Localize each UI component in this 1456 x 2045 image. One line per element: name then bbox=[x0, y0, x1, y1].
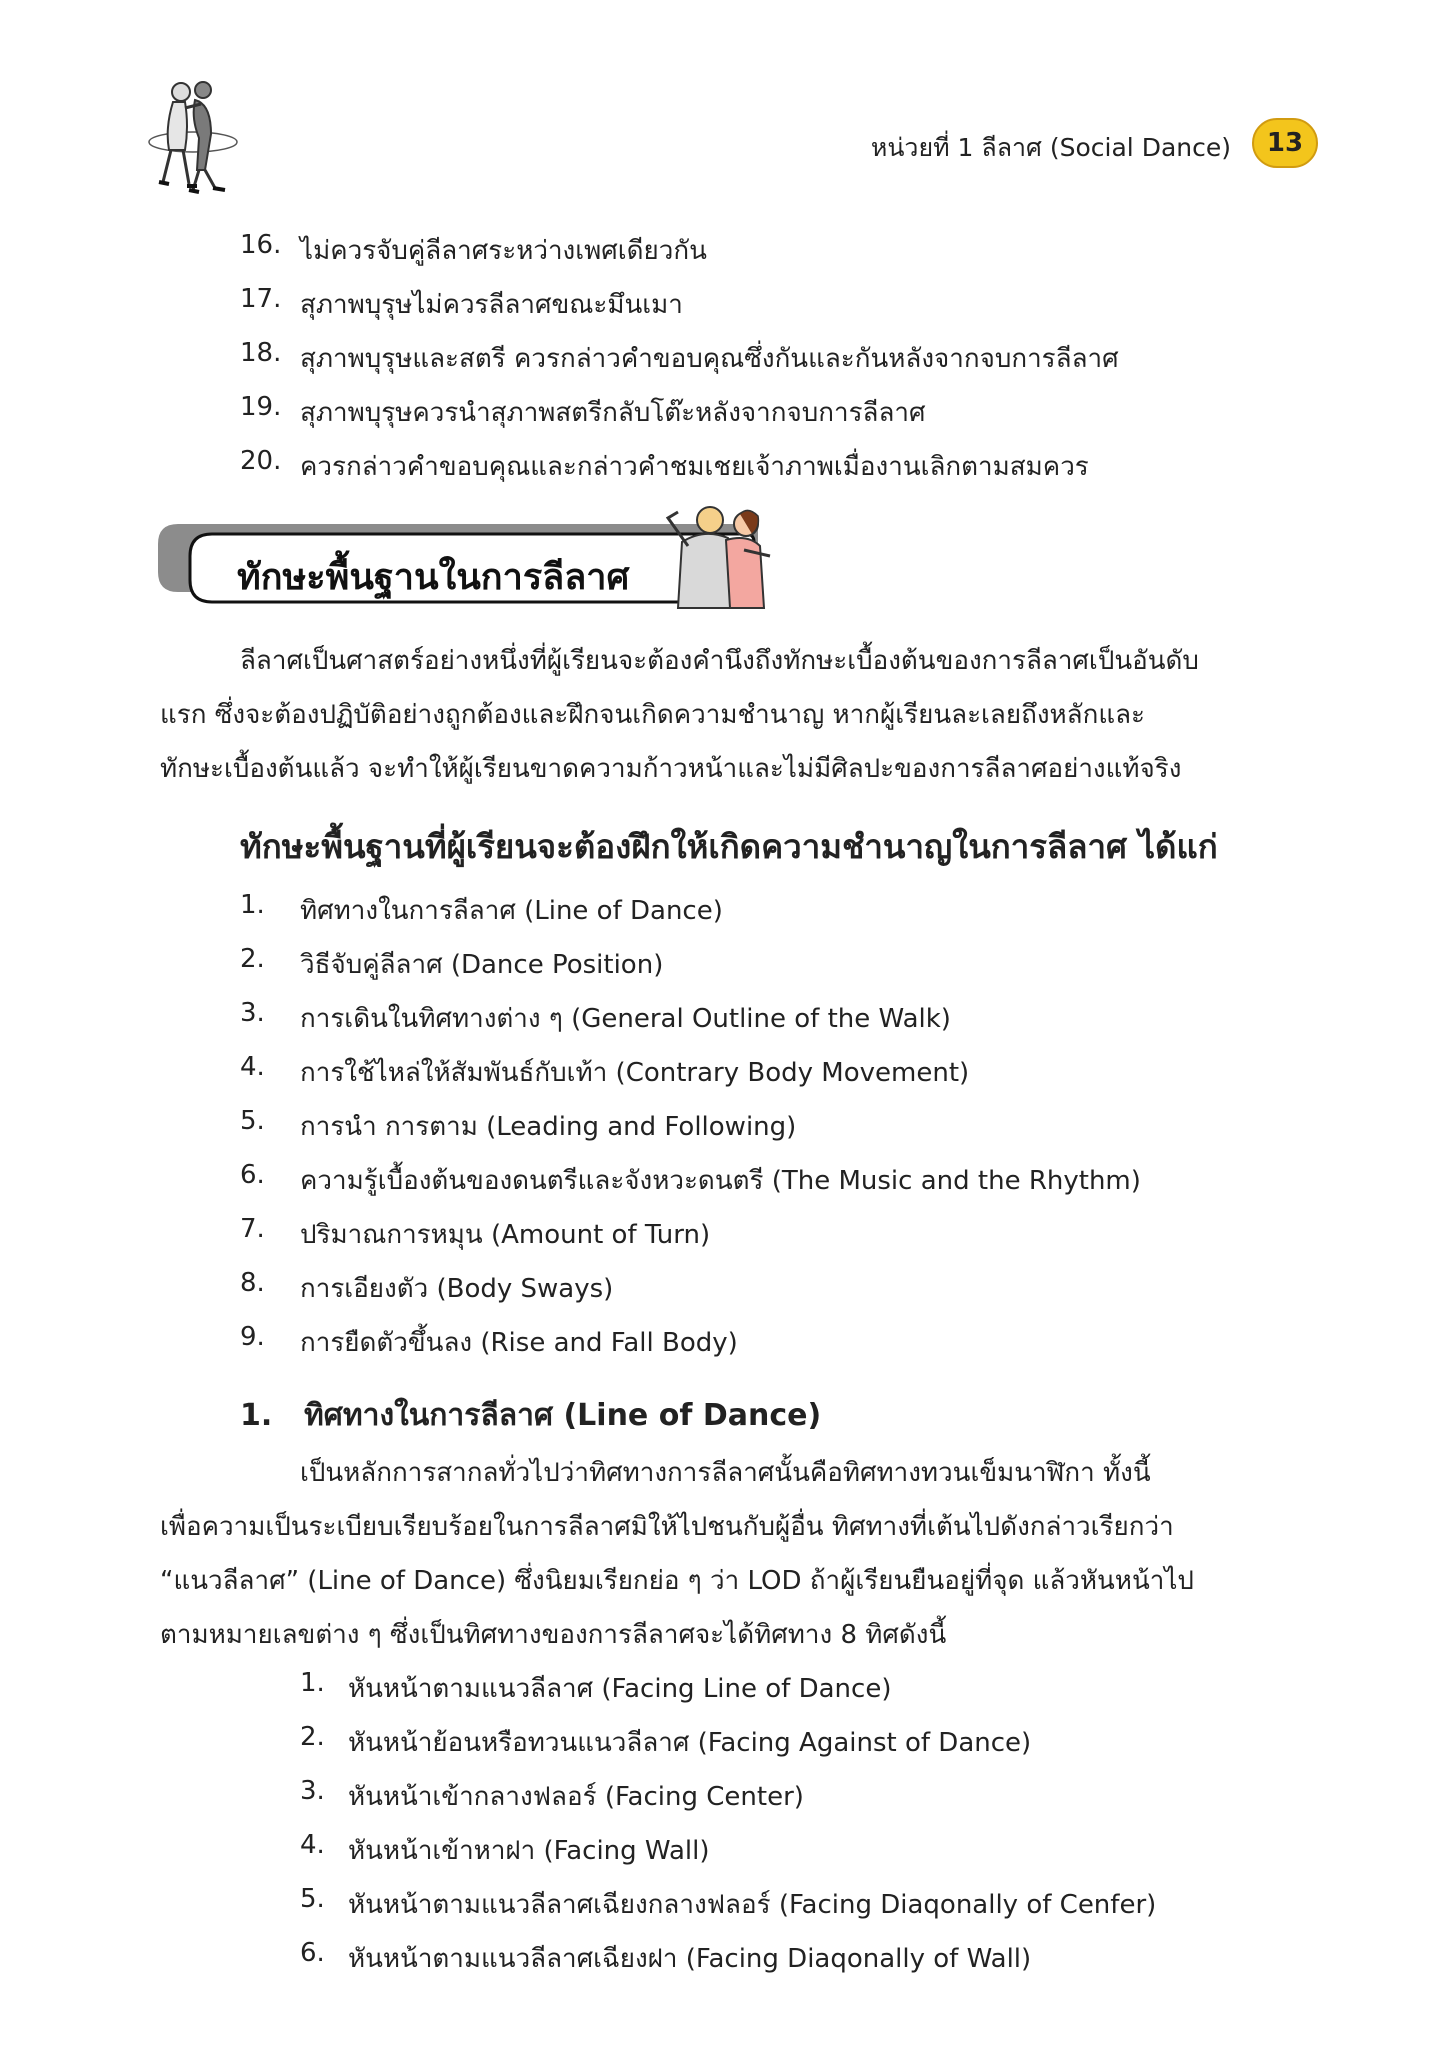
list-number: 2. bbox=[240, 944, 265, 974]
running-header: หน่วยที่ 1 ลีลาศ (Social Dance) bbox=[870, 133, 1231, 162]
list-text: การเดินในทิศทางต่าง ๆ (General Outline of the Walk) bbox=[300, 1004, 951, 1034]
list-number: 3. bbox=[240, 998, 265, 1028]
dancing-couple-icon bbox=[145, 78, 241, 196]
list-text: หันหน้าตามแนวลีลาศเฉียงกลางฟลอร์ (Facing Diaqonally of Cenfer) bbox=[348, 1890, 1157, 1920]
list-number: 5. bbox=[240, 1106, 265, 1136]
line-of-dance-heading bbox=[240, 1392, 821, 1439]
list-number: 6. bbox=[300, 1938, 325, 1968]
list-text: หันหน้าตามแนวลีลาศ (Facing Line of Dance) bbox=[348, 1674, 892, 1704]
list-number: 7. bbox=[240, 1214, 265, 1244]
list-text: หันหน้าตามแนวลีลาศเฉียงฝา (Facing Diaqonally of Wall) bbox=[348, 1944, 1032, 1974]
list-text: ไม่ควรจับคู่ลีลาศระหว่างเพศเดียวกัน bbox=[300, 236, 707, 266]
list-number: 4. bbox=[300, 1830, 325, 1860]
list-text: การเอียงตัว (Body Sways) bbox=[300, 1274, 614, 1304]
section-title: ทักษะพื้นฐานในการลีลาศ bbox=[237, 557, 630, 598]
list-number: 9. bbox=[240, 1322, 265, 1352]
list-text: ปริมาณการหมุน (Amount of Turn) bbox=[300, 1220, 711, 1250]
list-text: การใช้ไหล่ให้สัมพันธ์กับเท้า (Contrary Body Movement) bbox=[300, 1058, 970, 1088]
list-text: สุภาพบุรุษไม่ควรลีลาศขณะมึนเมา bbox=[300, 290, 683, 320]
list-number: 16. bbox=[240, 230, 282, 260]
skills-subheading: ทักษะพื้นฐานที่ผู้เรียนจะต้องฝึกให้เกิดความชำนาญในการลีลาศ ได้แก่ bbox=[240, 827, 1218, 866]
list-number: 5. bbox=[300, 1884, 325, 1914]
list-number: 18. bbox=[240, 338, 282, 368]
list-number: 4. bbox=[240, 1052, 265, 1082]
list-text: สุภาพบุรุษและสตรี ควรกล่าวคำขอบคุณซึ่งกันและกันหลังจากจบการลีลาศ bbox=[300, 344, 1119, 374]
list-text: ควรกล่าวคำขอบคุณและกล่าวคำชมเชยเจ้าภาพเมื่องานเลิกตามสมควร bbox=[300, 452, 1089, 482]
paragraph-line: เพื่อความเป็นระเบียบเรียบร้อยในการลีลาศมิให้ไปชนกับผู้อื่น ทิศทางที่เต้นไปดังกล่าวเรียกว่า bbox=[160, 1512, 1174, 1542]
paragraph-line: ตามหมายเลขต่าง ๆ ซึ่งเป็นทิศทางของการลีลาศจะได้ทิศทาง 8 ทิศดังนี้ bbox=[160, 1620, 947, 1650]
list-number: 6. bbox=[240, 1160, 265, 1190]
intro-line: ลีลาศเป็นศาสตร์อย่างหนึ่งที่ผู้เรียนจะต้องคำนึงถึงทักษะเบื้องต้นของการลีลาศเป็นอันดับ bbox=[240, 646, 1199, 676]
list-text: หันหน้าย้อนหรือทวนแนวลีลาศ (Facing Against of Dance) bbox=[348, 1728, 1032, 1758]
paragraph-line: เป็นหลักการสากลทั่วไปว่าทิศทางการลีลาศนั้นคือทิศทางทวนเข็มนาฬิกา ทั้งนี้ bbox=[300, 1458, 1151, 1488]
heading-text: ทิศทางในการลีลาศ (Line of Dance) bbox=[304, 1398, 822, 1433]
list-text: การนำ การตาม (Leading and Following) bbox=[300, 1112, 797, 1142]
list-text: ความรู้เบื้องต้นของดนตรีและจังหวะดนตรี (The Music and the Rhythm) bbox=[300, 1166, 1141, 1196]
list-number: 1. bbox=[300, 1668, 325, 1698]
list-text: ทิศทางในการลีลาศ (Line of Dance) bbox=[300, 896, 723, 926]
list-number: 2. bbox=[300, 1722, 325, 1752]
ballroom-couple-icon bbox=[648, 498, 788, 610]
list-text: หันหน้าเข้ากลางฟลอร์ (Facing Center) bbox=[348, 1782, 804, 1812]
list-number: 19. bbox=[240, 392, 282, 422]
list-number: 17. bbox=[240, 284, 282, 314]
page-number-badge: 13 bbox=[1252, 118, 1318, 168]
list-text: การยืดตัวขึ้นลง (Rise and Fall Body) bbox=[300, 1328, 738, 1358]
paragraph-line: “แนวลีลาศ” (Line of Dance) ซึ่งนิยมเรียกย่อ ๆ ว่า LOD ถ้าผู้เรียนยืนอยู่ที่จุด แล้วหันหน้าไป bbox=[160, 1566, 1194, 1596]
list-text: สุภาพบุรุษควรนำสุภาพสตรีกลับโต๊ะหลังจากจบการลีลาศ bbox=[300, 398, 926, 428]
intro-line: ทักษะเบื้องต้นแล้ว จะทำให้ผู้เรียนขาดความก้าวหน้าและไม่มีศิลปะของการลีลาศอย่างแท้จริง bbox=[160, 754, 1182, 784]
list-number: 1. bbox=[240, 890, 265, 920]
intro-line: แรก ซึ่งจะต้องปฏิบัติอย่างถูกต้องและฝึกจนเกิดความชำนาญ หากผู้เรียนละเลยถึงหลักและ bbox=[160, 700, 1145, 730]
list-text: หันหน้าเข้าหาฝา (Facing Wall) bbox=[348, 1836, 710, 1866]
list-number: 3. bbox=[300, 1776, 325, 1806]
list-number: 20. bbox=[240, 446, 282, 476]
heading-number: 1. bbox=[240, 1398, 273, 1433]
list-text: วิธีจับคู่ลีลาศ (Dance Position) bbox=[300, 950, 664, 980]
list-number: 8. bbox=[240, 1268, 265, 1298]
